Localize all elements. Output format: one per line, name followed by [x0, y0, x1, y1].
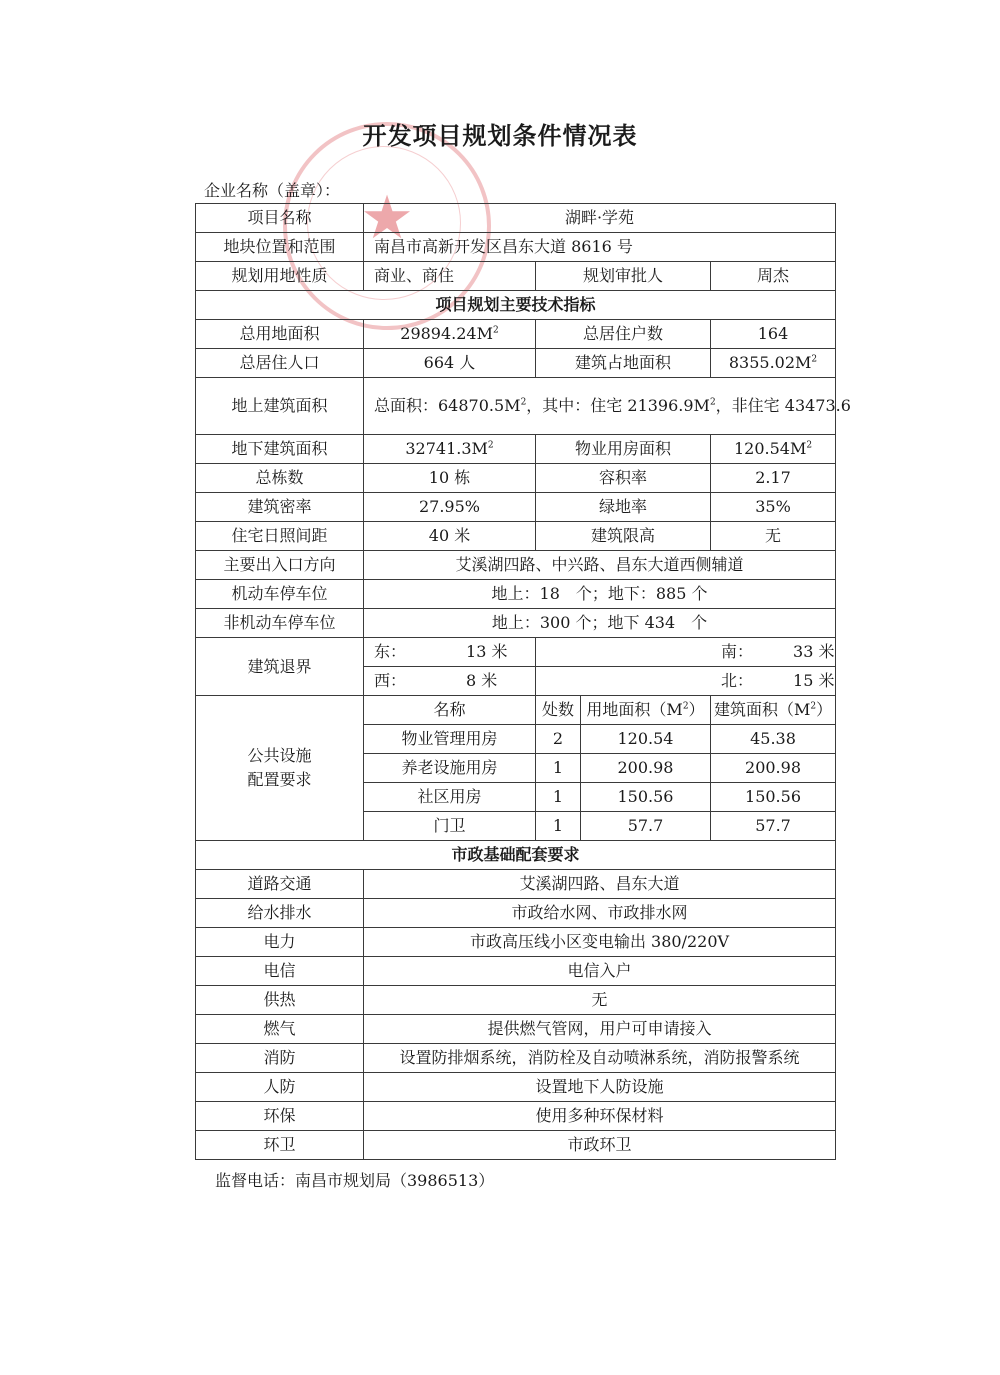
households-value: 164 [711, 320, 836, 349]
municipal-label: 电力 [196, 928, 364, 957]
table-row [196, 638, 836, 667]
facility-name: 门卫 [364, 812, 536, 841]
seal-star-icon: ★ [360, 183, 414, 253]
table-row [196, 609, 836, 638]
density-label: 建筑密率 [196, 493, 364, 522]
facility-header-name: 名称 [364, 696, 536, 725]
table-row [196, 204, 836, 233]
table-row [196, 262, 836, 291]
facilities-label [196, 696, 364, 841]
municipal-value: 市政高压线小区变电输出 380/220V [364, 928, 836, 957]
municipal-label: 环卫 [196, 1131, 364, 1160]
tech-section-title: 项目规划主要技术指标 [196, 291, 836, 320]
motor-parking-label: 机动车停车位 [196, 580, 364, 609]
municipal-label: 消防 [196, 1044, 364, 1073]
nonmotor-parking-label: 非机动车停车位 [196, 609, 364, 638]
municipal-value: 艾溪湖四路、昌东大道 [364, 870, 836, 899]
square-superscript: 2 [806, 440, 813, 451]
facility-land-area: 57.7 [581, 812, 711, 841]
table-row [196, 899, 836, 928]
facility-header-land-text: 用地面积（M [586, 700, 683, 719]
far-value: 2.17 [711, 464, 836, 493]
above-ground-area-label: 地上建筑面积 [196, 378, 364, 435]
far-label: 容积率 [536, 464, 711, 493]
buildings-value: 10 栋 [364, 464, 536, 493]
square-superscript: 2 [810, 701, 817, 712]
municipal-value: 无 [364, 986, 836, 1015]
height-limit-value: 无 [711, 522, 836, 551]
property-area-label: 物业用房面积 [536, 435, 711, 464]
municipal-label: 人防 [196, 1073, 364, 1102]
facility-header-build-text: 建筑面积（M [713, 700, 811, 719]
setback-east [364, 638, 536, 667]
company-name-label: 企业名称（盖章）： [204, 181, 341, 200]
project-name-label: 项目名称 [196, 204, 364, 233]
property-area-value: 120.54M [733, 439, 807, 458]
planning-conditions-table [195, 203, 851, 1160]
setback-east-value: 13 米 [466, 642, 508, 661]
setback-west-value: 8 米 [466, 671, 498, 690]
approver-label: 规划审批人 [536, 262, 711, 291]
buildings-label: 总栋数 [196, 464, 364, 493]
underground-area-cell [364, 435, 536, 464]
sunlight-value: 40 米 [364, 522, 536, 551]
facility-header-count: 处数 [536, 696, 581, 725]
table-row [196, 580, 836, 609]
square-superscript: 2 [520, 397, 527, 408]
table-row [196, 1015, 836, 1044]
facility-count: 1 [536, 812, 581, 841]
property-area-cell [711, 435, 836, 464]
municipal-value: 提供燃气管网，用户可申请接入 [364, 1015, 836, 1044]
setback-north-value: 15 米 [793, 671, 835, 690]
municipal-value: 设置防排烟系统，消防栓及自动喷淋系统，消防报警系统 [364, 1044, 836, 1073]
green-label: 绿地率 [536, 493, 711, 522]
facility-land-area: 200.98 [581, 754, 711, 783]
setback-east-label: 东： [374, 642, 407, 661]
table-row [196, 464, 836, 493]
land-use-value: 商业、商住 [364, 262, 536, 291]
total-area-value: 29894.24M [400, 324, 493, 343]
square-superscript: 2 [811, 354, 818, 365]
municipal-label: 燃气 [196, 1015, 364, 1044]
facility-name: 养老设施用房 [364, 754, 536, 783]
table-row [196, 986, 836, 1015]
footprint-label: 建筑占地面积 [536, 349, 711, 378]
square-superscript: 2 [682, 701, 689, 712]
total-area-label: 总用地面积 [196, 320, 364, 349]
facility-build-area: 57.7 [711, 812, 836, 841]
table-row [196, 1102, 836, 1131]
table-row [196, 522, 836, 551]
table-row [196, 841, 836, 870]
table-row [196, 320, 836, 349]
table-row [196, 493, 836, 522]
setback-west [364, 667, 536, 696]
facility-header-build [711, 696, 836, 725]
table-row [196, 928, 836, 957]
setback-label: 建筑退界 [196, 638, 364, 696]
facility-land-area: 120.54 [581, 725, 711, 754]
table-row [196, 378, 836, 435]
table-row [196, 349, 836, 378]
facilities-label-line2: 配置要求 [247, 770, 312, 789]
setback-west-label: 西： [374, 671, 407, 690]
population-label: 总居住人口 [196, 349, 364, 378]
setback-north [536, 667, 836, 696]
square-superscript: 2 [493, 325, 499, 336]
municipal-section-title: 市政基础配套要求 [196, 841, 836, 870]
municipal-value: 市政给水网、市政排水网 [364, 899, 836, 928]
supervision-phone: 监督电话：南昌市规划局（3986513） [215, 1171, 495, 1190]
above-ground-area-cell [364, 378, 851, 435]
location-label: 地块位置和范围 [196, 233, 364, 262]
footprint-value: 8355.02M [728, 353, 812, 372]
footprint-cell [711, 349, 836, 378]
municipal-value: 使用多种环保材料 [364, 1102, 836, 1131]
facility-count: 1 [536, 783, 581, 812]
table-row [196, 551, 836, 580]
table-row [196, 291, 836, 320]
square-superscript: 2 [487, 440, 494, 451]
table-row [196, 870, 836, 899]
facility-name: 社区用房 [364, 783, 536, 812]
municipal-label: 给水排水 [196, 899, 364, 928]
facility-header-land [581, 696, 711, 725]
table-row [196, 1044, 836, 1073]
setback-south-value: 33 米 [793, 642, 835, 661]
municipal-label: 电信 [196, 957, 364, 986]
municipal-label: 环保 [196, 1102, 364, 1131]
entrance-value: 艾溪湖四路、中兴路、昌东大道西侧辅道 [364, 551, 836, 580]
municipal-value: 电信入户 [364, 957, 836, 986]
above-ground-residential: ，其中：住宅 21396.9M [526, 396, 710, 415]
setback-south-label: 南： [721, 642, 754, 661]
table-row [196, 1131, 836, 1160]
page-title: 开发项目规划条件情况表 [362, 122, 638, 150]
table-row [196, 435, 836, 464]
municipal-value: 设置地下人防设施 [364, 1073, 836, 1102]
height-limit-label: 建筑限高 [536, 522, 711, 551]
municipal-label: 道路交通 [196, 870, 364, 899]
density-value: 27.95% [364, 493, 536, 522]
underground-area-value: 32741.3M [405, 439, 488, 458]
facility-build-area: 45.38 [711, 725, 836, 754]
table-row [196, 696, 836, 725]
facility-header-close: ） [688, 700, 705, 719]
project-name-value: 湖畔·学苑 [364, 204, 836, 233]
facility-count: 2 [536, 725, 581, 754]
facility-build-area: 200.98 [711, 754, 836, 783]
green-value: 35% [711, 493, 836, 522]
setback-north-label: 北： [721, 671, 754, 690]
nonmotor-parking-value: 地上：300 个；地下 434 个 [364, 609, 836, 638]
municipal-value: 市政环卫 [364, 1131, 836, 1160]
square-superscript: 2 [709, 397, 716, 408]
facility-name: 物业管理用房 [364, 725, 536, 754]
location-value: 南昌市高新开发区昌东大道 8616 号 [364, 233, 836, 262]
approver-value: 周杰 [711, 262, 836, 291]
facilities-label-line1: 公共设施 [247, 746, 312, 765]
facility-land-area: 150.56 [581, 783, 711, 812]
table-row [196, 957, 836, 986]
above-ground-total: 总面积：64870.5M [374, 396, 521, 415]
sunlight-label: 住宅日照间距 [196, 522, 364, 551]
underground-area-label: 地下建筑面积 [196, 435, 364, 464]
facility-build-area: 150.56 [711, 783, 836, 812]
above-ground-nonresidential: ，非住宅 43473.6 [715, 396, 851, 415]
households-label: 总居住户数 [536, 320, 711, 349]
setback-south [536, 638, 836, 667]
population-value: 664 人 [364, 349, 536, 378]
table-row [196, 1073, 836, 1102]
total-area-cell [364, 320, 536, 349]
land-use-label: 规划用地性质 [196, 262, 364, 291]
table-row [196, 233, 836, 262]
entrance-label: 主要出入口方向 [196, 551, 364, 580]
facility-header-close: ） [816, 700, 833, 719]
municipal-label: 供热 [196, 986, 364, 1015]
motor-parking-value: 地上：18 个；地下：885 个 [364, 580, 836, 609]
facility-count: 1 [536, 754, 581, 783]
